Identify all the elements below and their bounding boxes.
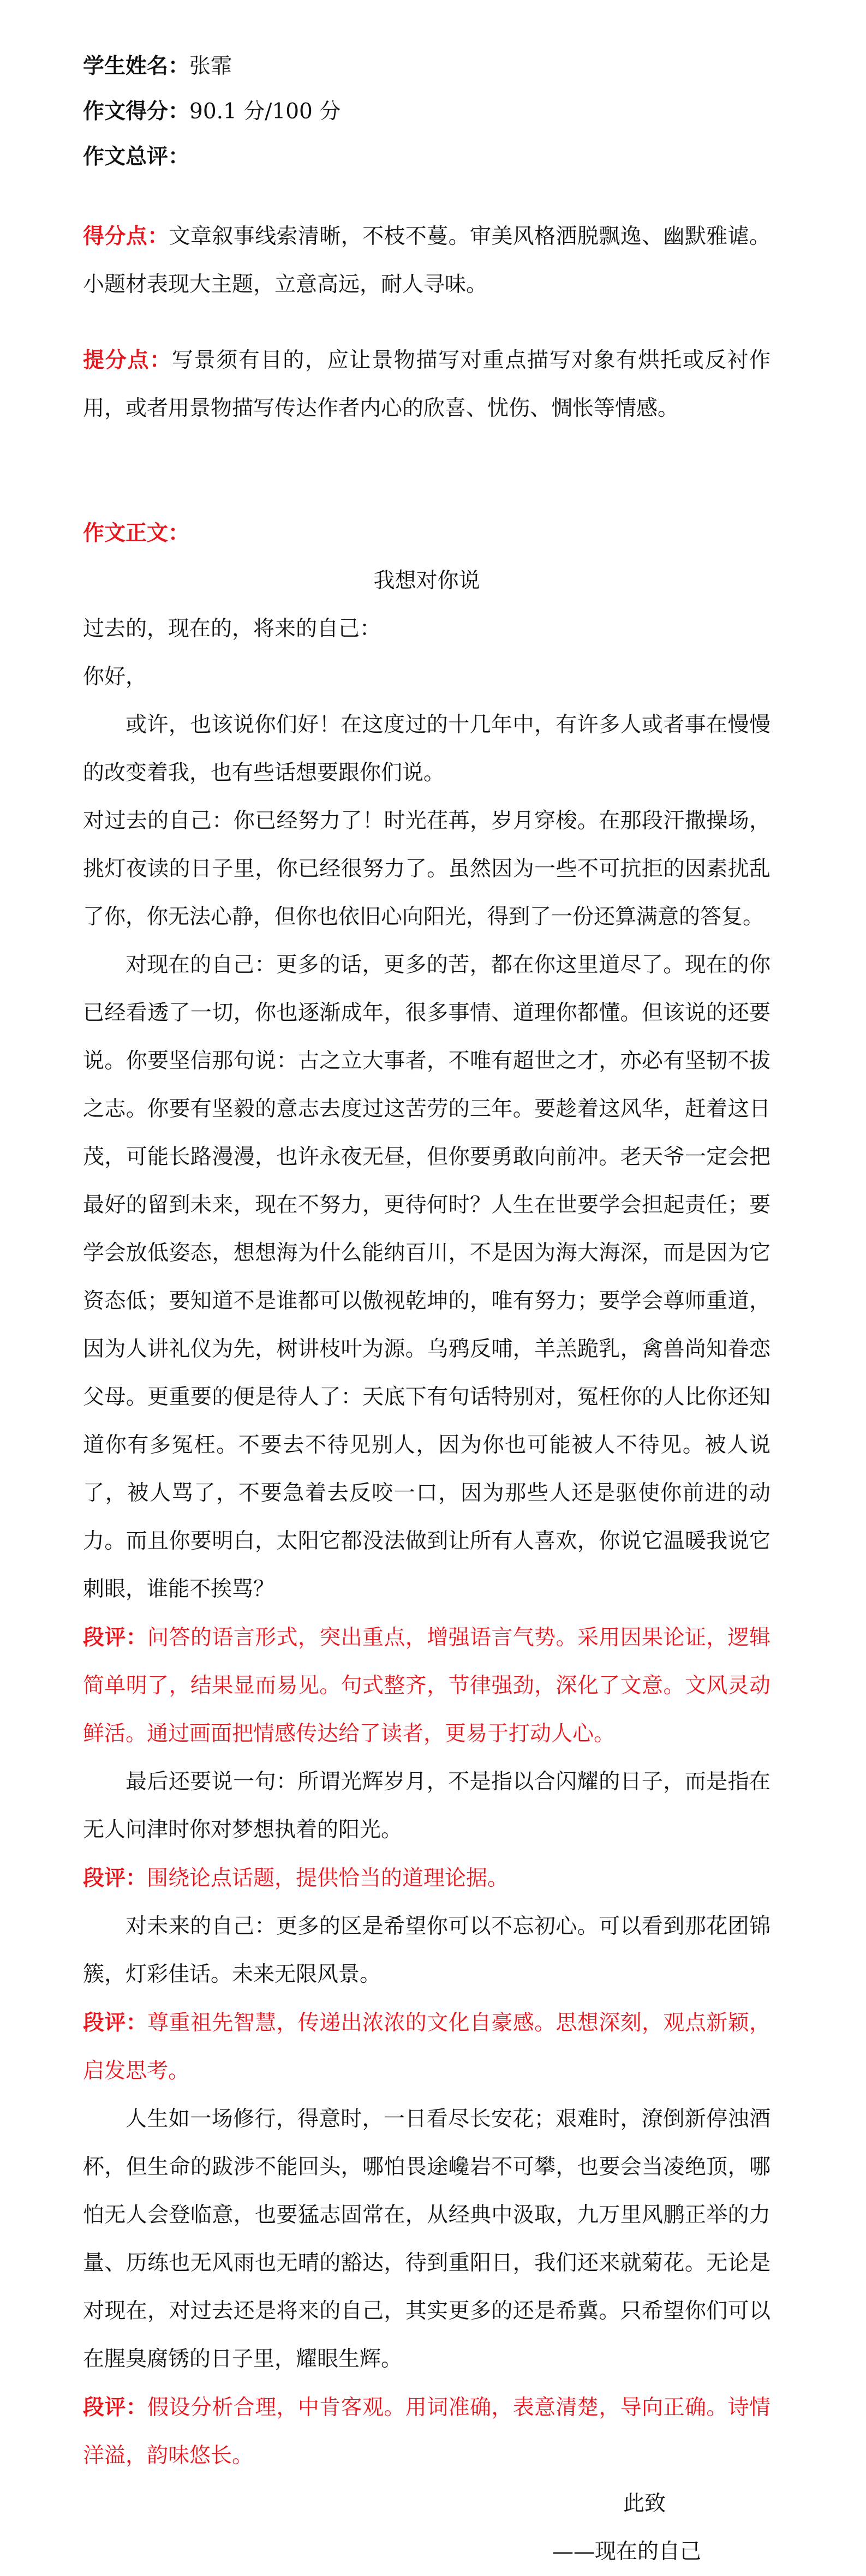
review-heading (83, 134, 771, 180)
essay-paragraph: 对未来的自己：更多的区是希望你可以不忘初心。可以看到那花团锦簇，灯彩佳话。未来无限风景。 (83, 1914, 771, 1987)
comment-text: 围绕论点话题，提供恰当的道理论据。 (147, 1866, 509, 1891)
paragraph-comment (83, 1854, 771, 1903)
score-label: 作文得分： (83, 99, 190, 124)
comment-text: 尊重祖先智慧，传递出浓浓的文化自豪感。思想深刻，观点新颖，启发思考。 (83, 2011, 771, 2083)
student-name-line (83, 44, 771, 89)
improve-paragraph (83, 336, 771, 433)
strengths-label: 得分点： (83, 224, 169, 249)
paragraph-comment (83, 1613, 771, 1758)
score-line (83, 89, 771, 134)
comment-text: 问答的语言形式，突出重点，增强语言气势。采用因果论证，逻辑简单明了，结果显而易见。句式整齐，节律强劲，深化了文意。文风灵动鲜活。通过画面把情感传达给了读者，更易于打动人心。 (83, 1625, 771, 1746)
improve-label: 提分点： (83, 348, 172, 373)
essay-section-label: 作文正文： (83, 521, 190, 546)
comment-label: 段评： (83, 1866, 147, 1891)
salutation-line: 过去的，现在的，将来的自己： (83, 617, 381, 641)
essay-paragraph: 或许，也该说你们好！在这度过的十几年中，有许多人或者事在慢慢的改变着我，也有些话想要跟你们说。 (83, 713, 771, 785)
essay-paragraph: 对现在的自己：更多的话，更多的苦，都在你这里道尽了。现在的你已经看透了一切，你也逐渐成年，很多事情、道理你都懂。但该说的还要说。你要坚信那句说：古之立大事者，不唯有超世之才，亦必有坚韧不拔之志。你要有坚毅的意志去度过这苦劳的三年。要趁着这风华，赶着这日茂，可能长路漫漫，也许永夜无昼，但你要勇敢向前冲。老天爷一定会把最好的留到未来，现在不努力，更待何时？人生在世要学会担起责任；要学会放低姿态，想想海为什么能纳百川，不是因为海大海深，而是因为它资态低；要知道不是谁都可以傲视乾坤的，唯有努力；要学会尊师重道，因为人讲礼仪为先，树讲枝叶为源。乌鸦反哺，羊羔跪乳，禽兽尚知眷恋父母。更重要的便是待人了：天底下有句话特别对，冤枉你的人比你还知道你有多冤枉。不要去不待见别人，因为你也可能被人不待见。被人说了，被人骂了，不要急着去反咬一口，因为那些人还是驱使你前进的动力。而且你要明白，太阳它都没法做到让所有人喜欢，你说它温暖我说它刺眼，谁能不挨骂？ (83, 953, 771, 1601)
student-name-label: 学生姓名： (83, 53, 190, 79)
strengths-text: 文章叙事线索清晰，不枝不蔓。审美风格洒脱飘逸、幽默雅谑。小题材表现大主题，立意高远，耐人寻味。 (83, 224, 771, 297)
score-value: 90.1 分/100 分 (189, 99, 341, 124)
closing-line: 此致 (623, 2491, 666, 2516)
comment-label: 段评： (83, 1625, 148, 1650)
strengths-paragraph (83, 212, 771, 309)
comment-label: 段评： (83, 2395, 148, 2420)
review-label: 作文总评： (83, 144, 190, 169)
document-page (83, 44, 771, 2576)
paragraph-comment (83, 2383, 771, 2480)
greeting-line: 你好， (83, 665, 147, 689)
signature-line: ——现在的自己 (552, 2539, 702, 2564)
comment-label: 段评： (83, 2010, 148, 2035)
essay-paragraph: 人生如一场修行，得意时，一日看尽长安花；艰难时，潦倒新停浊酒杯，但生命的跋涉不能回头，哪怕畏途巉岩不可攀，也要会当凌绝顶，哪怕无人会登临意，也要猛志固常在，从经典中汲取，九万里风鹏正举的力量、历练也无风雨也无晴的豁达，待到重阳日，我们还来就菊花。无论是对现在，对过去还是将来的自己，其实更多的还是希冀。只希望你们可以在腥臭腐锈的日子里，耀眼生辉。 (83, 2107, 771, 2371)
paragraph-comment (83, 1999, 771, 2095)
improve-text: 写景须有目的，应让景物描写对重点描写对象有烘托或反衬作用，或者用景物描写传达作者内心的欣喜、忧伤、惆怅等情感。 (83, 348, 771, 421)
student-name-value: 张霏 (189, 54, 232, 79)
essay-paragraph: 对过去的自己：你已经努力了！时光荏苒，岁月穿梭。在那段汗撒操场，挑灯夜读的日子里，你已经很努力了。虽然因为一些不可抗拒的因素扰乱了你，你无法心静，但你也依旧心向阳光，得到了一份还算满意的答复。 (83, 809, 771, 929)
essay-paragraph: 最后还要说一句：所谓光辉岁月，不是指以合闪耀的日子，而是指在无人问津时你对梦想执着的阳光。 (83, 1770, 771, 1842)
comment-text: 假设分析合理，中肯客观。用词准确，表意清楚，导向正确。诗情洋溢，韵味悠长。 (83, 2395, 771, 2468)
essay-title: 我想对你说 (373, 569, 480, 593)
